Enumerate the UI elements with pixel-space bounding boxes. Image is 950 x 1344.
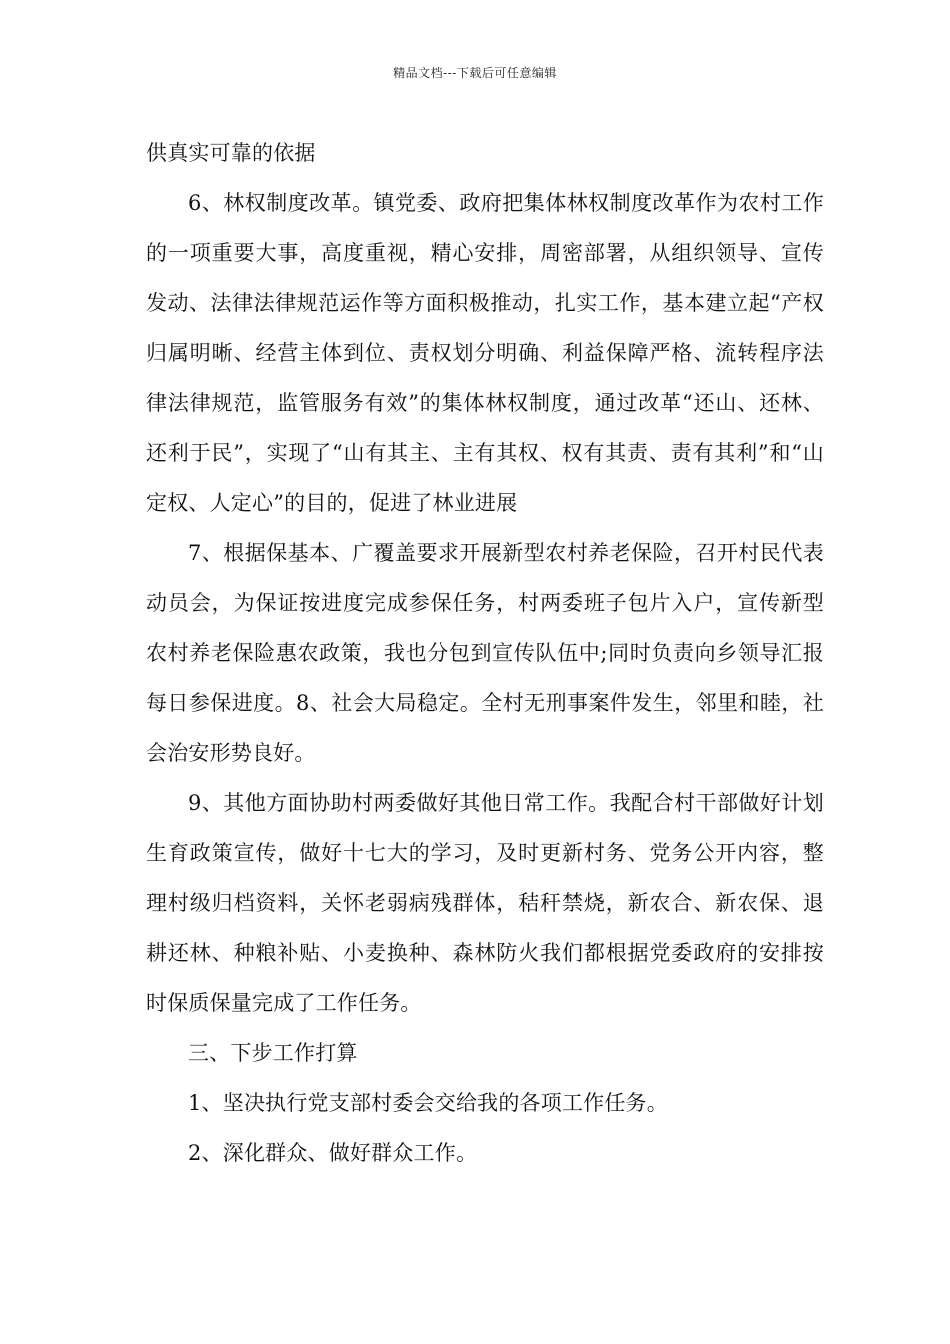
document-body [146,128,824,1178]
section-heading-next-steps: 三、下步工作打算 [188,1041,358,1065]
paragraph-item-9: 9、其他方面协助村两委做好其他日常工作。我配合村干部做好计划生育政策宣传，做好十七大的学习，及时更新村务、党务公开内容，整理村级归档资料，关怀老弱病残群体，秸秆禁烧，新农合、新农保、退耕还林、种粮补贴、小麦换种、森林防火我们都根据党委政府的安排按时保质保量完成了工作任务。 [146,791,824,1015]
paragraph-item-7-8: 7、根据保基本、广覆盖要求开展新型农村养老保险，召开村民代表动员会，为保证按进度完成参保任务，村两委班子包片入户，宣传新型农村养老保险惠农政策，我也分包到宣传队伍中;同时负责向乡领导汇报每日参保进度。8、社会大局稳定。全村无刑事案件发生，邻里和睦，社会治安形势良好。 [146,541,824,765]
paragraph-item-6: 6、林权制度改革。镇党委、政府把集体林权制度改革作为农村工作的一项重要大事，高度重视，精心安排，周密部署，从组织领导、宣传发动、法律法律规范运作等方面积极推动，扎实工作，基本建立起“产权归属明晰、经营主体到位、责权划分明确、利益保障严格、流转程序法律法律规范，监管服务有效”的集体林权制度，通过改革“还山、还林、还利于民”，实现了“山有其主、主有其权、权有其责、责有其利”和“山定权、人定心”的目的，促进了林业进展 [146,191,824,515]
paragraph-continuation: 供真实可靠的依据 [146,141,316,165]
paragraph-plan-1: 1、坚决执行党支部村委会交给我的各项工作任务。 [188,1091,668,1115]
paragraph-plan-2: 2、深化群众、做好群众工作。 [188,1141,478,1165]
page-header: 精品文档---下载后可任意编辑 [393,66,557,80]
